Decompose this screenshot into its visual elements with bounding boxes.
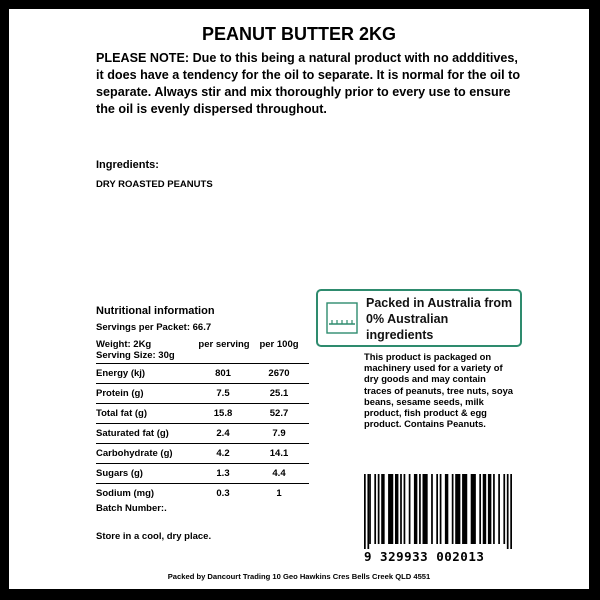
barcode-bar — [462, 474, 467, 544]
per-100g-value: 25.1 — [269, 388, 289, 399]
note-body: Due to this being a natural product with no addditives, it does have a tendency for the oil to separate. It is normal for the oil to separate. Always stir and mix thoroughly prior to every use to ensure the oil is evenly dispersed throughout. — [96, 51, 521, 116]
barcode-bar — [452, 474, 454, 544]
barcode-bar — [423, 474, 428, 544]
barcode-bar — [388, 474, 393, 544]
nutrition-row — [96, 383, 309, 403]
per-100g-value: 7.9 — [272, 428, 286, 439]
barcode-bar — [419, 474, 421, 544]
servings-per-packet: Servings per Packet: 66.7 — [96, 322, 212, 333]
per-serving-value: 15.8 — [213, 408, 233, 419]
batch-number: Batch Number:. — [96, 503, 167, 514]
barcode-bar — [479, 474, 481, 544]
nutrition-table — [96, 363, 309, 503]
bar-graph-icon — [326, 302, 358, 334]
barcode-bar — [436, 474, 438, 544]
barcode-bar — [503, 474, 505, 544]
barcode-number: 9 329933 002013 — [364, 549, 485, 564]
allergen-disclaimer: This product is packaged on machinery used for a variety of dry goods and may contain traces of peanuts, tree nuts, soya beans, sesame seeds, milk product, fish product & egg product. Contains Peanuts. — [364, 351, 514, 430]
ingredients-heading: Ingredients: — [96, 159, 159, 171]
barcode-bar — [409, 474, 411, 544]
per-serving-value: 7.5 — [216, 388, 230, 399]
per-100g-value: 2670 — [268, 368, 290, 379]
nutrition-row — [96, 483, 309, 503]
note-lead: PLEASE NOTE: — [96, 51, 190, 65]
barcode-bar — [364, 474, 366, 549]
nutrition-row — [96, 463, 309, 483]
per-serving-value: 2.4 — [216, 428, 230, 439]
barcode-bar — [404, 474, 406, 544]
col-header-per-100g: per 100g — [259, 339, 299, 350]
barcode-bar — [493, 474, 495, 544]
origin-text: Packed in Australia from 0% Australian ingredients — [366, 296, 513, 342]
net-weight: Weight: 2Kg — [96, 339, 152, 350]
barcode-bar — [367, 474, 369, 549]
nutrition-heading: Nutritional information — [96, 305, 215, 317]
per-serving-value: 0.3 — [216, 488, 230, 499]
barcode-bar — [431, 474, 433, 544]
per-100g-value: 4.4 — [272, 468, 286, 479]
please-note — [96, 50, 526, 118]
nutrition-row — [96, 363, 309, 383]
nutrient-name: Saturated fat (g) — [96, 428, 169, 439]
barcode-bar — [381, 474, 384, 544]
barcode-bar — [378, 474, 380, 544]
barcode-bar — [498, 474, 500, 544]
barcode-bar — [510, 474, 512, 549]
per-100g-value: 52.7 — [269, 408, 289, 419]
storage-instructions: Store in a cool, dry place. — [96, 531, 212, 542]
origin-badge — [316, 289, 522, 347]
barcode-bar — [395, 474, 398, 544]
barcode-bar — [414, 474, 417, 544]
barcode-bar — [488, 474, 491, 544]
barcode-bar — [483, 474, 486, 544]
nutrition-row — [96, 403, 309, 423]
packer-address: Packed by Dancourt Trading 10 Geo Hawkins Cres Bells Creek QLD 4551 — [167, 572, 431, 581]
barcode-bars — [364, 474, 512, 549]
nutrient-name: Energy (kj) — [96, 368, 146, 379]
per-serving-value: 4.2 — [216, 448, 230, 459]
nutrient-name: Sodium (mg) — [96, 488, 155, 499]
per-serving-value: 801 — [215, 368, 231, 379]
nutrient-name: Sugars (g) — [96, 468, 143, 479]
barcode-bar — [507, 474, 509, 549]
nutrient-name: Carbohydrate (g) — [96, 448, 173, 459]
nutrition-row — [96, 443, 309, 463]
product-title: PEANUT BUTTER 2KG — [201, 24, 396, 44]
per-100g-value: 1 — [276, 488, 282, 499]
barcode-bar — [445, 474, 448, 544]
barcode — [364, 474, 512, 549]
barcode-bar — [471, 474, 476, 544]
col-header-per-serving: per serving — [198, 339, 250, 350]
ingredients-list: DRY ROASTED PEANUTS — [96, 179, 213, 190]
nutrition-row — [96, 423, 309, 443]
product-label — [9, 9, 589, 589]
barcode-bar — [455, 474, 460, 544]
barcode-bar — [374, 474, 376, 544]
serving-size: Serving Size: 30g — [96, 350, 175, 361]
barcode-bar — [440, 474, 442, 544]
per-100g-value: 14.1 — [269, 448, 289, 459]
nutrient-name: Total fat (g) — [96, 408, 148, 419]
barcode-bar — [369, 474, 371, 544]
nutrient-name: Protein (g) — [96, 388, 144, 399]
per-serving-value: 1.3 — [216, 468, 230, 479]
barcode-bar — [400, 474, 402, 544]
